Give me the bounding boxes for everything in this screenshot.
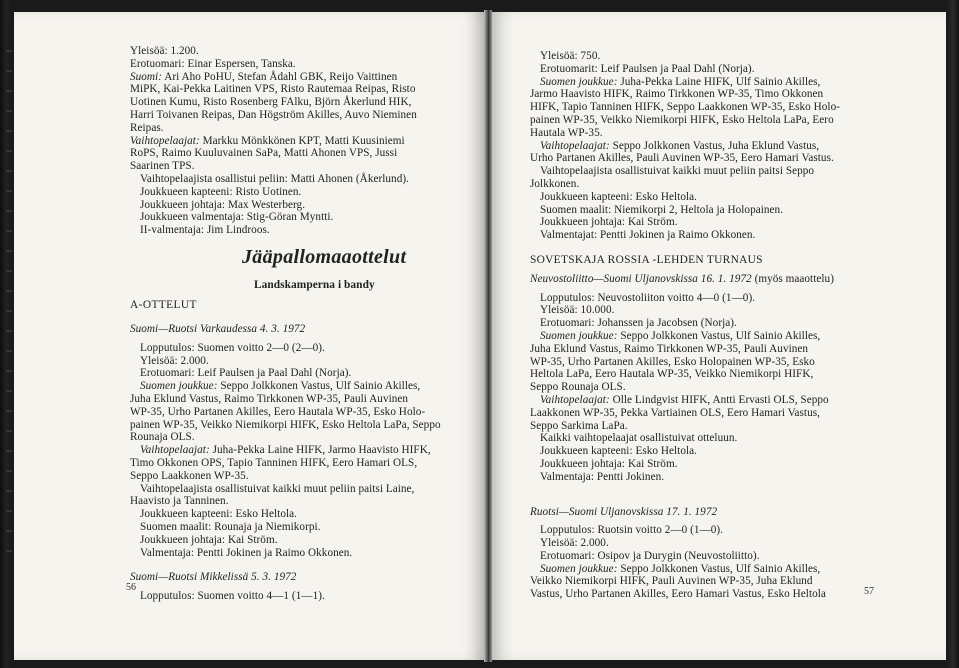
text-line: painen WP-35, Veikko Niemikorpi HIFK, Esko Heltola LaPa, Seppo	[130, 418, 441, 431]
inline-label: Vaihtopelaajat:	[140, 444, 210, 457]
text-line: Lopputulos: Ruotsin voitto 2—0 (1—0).	[540, 524, 724, 537]
text-line: Jolkkonen.	[530, 177, 580, 190]
text-line: Yleisöä: 2.000.	[540, 537, 609, 550]
inline-label: Vaihtopelaajat:	[540, 393, 610, 406]
text-line: Lopputulos: Suomen voitto 2—0 (2—0).	[140, 341, 325, 354]
inline-label: Vaihtopelaajat:	[130, 134, 200, 147]
text-line: Laakkonen WP-35, Pekka Vartiainen OLS, Eero Hamari Vastus,	[530, 406, 820, 419]
book-gutter	[484, 10, 492, 662]
spacer	[130, 559, 462, 571]
text-line	[530, 76, 874, 89]
text-line: Vaihtopelaajista osallistui peliin: Matti Ahonen (Åkerlund).	[140, 172, 409, 185]
text-line: II-valmentaja: Jim Lindroos.	[140, 224, 270, 237]
spacer	[530, 484, 874, 506]
match-heading: Suomi—Ruotsi Mikkelissä 5. 3. 1972	[130, 571, 297, 584]
text-line: Vaihtopelaajista osallistuivat kaikki muut peliin paitsi Seppo	[540, 165, 815, 178]
section-heading: SOVETSKAJA ROSSIA -LEHDEN TURNAUS	[530, 253, 763, 266]
text-line: Harri Toivanen Reipas, Dan Högström Akilles, Auvo Nieminen	[130, 108, 417, 121]
inline-text: Seppo Jolkkonen Vastus, Ulf Sainio Akilles,	[620, 329, 821, 342]
text-line: Veikko Niemikorpi HIFK, Pauli Auvinen WP-35, Juha Eklund	[530, 575, 813, 588]
text-line: WP-35, Urho Partanen Akilles, Eero Hautala WP-35, Esko Holo-	[130, 405, 426, 418]
inline-text: Seppo Jolkkonen Vastus, Juha Eklund Vastus,	[612, 139, 820, 152]
spacer	[130, 311, 462, 323]
inline-text: Ari Aho PoHU, Stefan Ådahl GBK, Reijo Vaittinen	[164, 70, 398, 83]
text-line	[130, 135, 462, 148]
text-line: Hautala WP-35.	[530, 126, 603, 139]
text-line: Erotuomari: Einar Espersen, Tanska.	[130, 57, 296, 70]
inline-label: Suomen joukkue:	[540, 329, 618, 342]
text-line: Yleisöä: 750.	[540, 50, 601, 62]
page-edge-marks	[6, 50, 12, 570]
match-heading: Ruotsi—Suomi Uljanovskissa 17. 1. 1972	[530, 505, 718, 518]
text-line: Joukkueen kapteeni: Esko Heltola.	[540, 445, 697, 458]
text-line: Jarmo Haavisto HIFK, Raimo Tirkkonen WP-35, Timo Okkonen	[530, 88, 824, 101]
text-line	[530, 563, 874, 576]
text-line: Vaihtopelaajista osallistuivat kaikki muut peliin paitsi Laine,	[140, 482, 415, 495]
page-number: 56	[126, 582, 136, 593]
text-line	[530, 394, 874, 407]
text-line: Erotuomari: Johanssen ja Jacobsen (Norja).	[540, 317, 737, 330]
text-line: Suomen maalit: Niemikorpi 2, Heltola ja Holopainen.	[540, 203, 784, 216]
text-line	[530, 330, 874, 343]
text-line: Vastus, Urho Partanen Akilles, Eero Hamari Vastus, Esko Heltola	[530, 588, 826, 601]
inline-text: Juha-Pekka Laine HIFK, Ulf Sainio Akilles,	[620, 75, 821, 88]
text-line: Joukkueen valmentaja: Stig-Göran Myntti.	[140, 211, 334, 224]
text-line: MiPK, Kai-Pekka Laitinen VPS, Risto Rautemaa Reipas, Risto	[130, 83, 416, 96]
inline-label: Suomen joukkue:	[140, 380, 218, 393]
match-heading-line	[530, 273, 874, 286]
inline-label: Vaihtopelaajat:	[540, 139, 610, 152]
text-line: Seppo Laakkonen WP-35.	[130, 469, 249, 482]
text-line: Joukkueen kapteeni: Risto Uotinen.	[140, 185, 302, 198]
text-line: Lopputulos: Suomen voitto 4—1 (1—1).	[140, 590, 325, 603]
text-line	[530, 140, 874, 153]
text-line: Yleisöä: 2.000.	[140, 354, 209, 367]
text-line: Timo Okkonen OPS, Tapio Tanninen HIFK, Eero Hamari OLS,	[130, 456, 418, 469]
text-line	[130, 444, 462, 457]
text-line: HIFK, Tapio Tanninen HIFK, Seppo Laakkonen WP-35, Esko Holo-	[530, 101, 840, 114]
text-line: Seppo Sarkima LaPa.	[530, 419, 628, 432]
text-line: Erotuomari: Osipov ja Durygin (Neuvostoliitto).	[540, 549, 760, 562]
text-line: Joukkueen kapteeni: Esko Heltola.	[140, 508, 297, 521]
right-page	[492, 12, 946, 660]
text-line: Joukkueen johtaja: Kai Ström.	[140, 533, 278, 546]
inline-text: Juha-Pekka Laine HIFK, Jarmo Haavisto HIFK,	[212, 444, 431, 457]
text-line: Yleisöä: 10.000.	[540, 304, 615, 317]
text-line: Valmentaja: Pentti Jokinen ja Raimo Okkonen.	[140, 546, 353, 559]
inline-label: Suomen joukkue:	[540, 562, 618, 575]
text-line: Heltola LaPa, Eero Hautala WP-35, Veikko Niemikorpi HIFK,	[530, 368, 814, 381]
feature-title: Jääpallomaaottelut	[242, 245, 407, 268]
inline-text: Seppo Jolkkonen Vastus, Ulf Sainio Akilles,	[620, 562, 821, 575]
text-line: Urho Partanen Akilles, Pauli Auvinen WP-35, Eero Hamari Vastus.	[530, 152, 834, 165]
text-line: Uotinen Kumu, Risto Rosenberg FAlku, Björn Åkerlund HIK,	[130, 96, 412, 109]
text-line: Joukkueen johtaja: Kai Ström.	[540, 457, 678, 470]
text-line: Erotuomari: Leif Paulsen ja Paal Dahl (Norja).	[140, 367, 352, 380]
text-line	[130, 380, 462, 393]
left-text-column	[130, 45, 462, 603]
text-line: Saarinen TPS.	[130, 160, 195, 173]
inline-label: Suomi:	[130, 70, 162, 83]
text-line: Haavisto ja Tanninen.	[130, 495, 229, 508]
match-heading: Suomi—Ruotsi Varkaudessa 4. 3. 1972	[130, 322, 306, 335]
match-heading: Neuvostoliitto—Suomi Uljanovskissa 16. 1. 1972	[530, 272, 752, 285]
inline-label: Suomen joukkue:	[540, 75, 618, 88]
inline-text: Olle Lindgvist HIFK, Antti Ervasti OLS, Seppo	[612, 393, 829, 406]
text-line: Valmentajat: Pentti Jokinen ja Raimo Okkonen.	[540, 229, 756, 242]
right-text-column	[530, 50, 874, 601]
page-number: 57	[864, 586, 874, 597]
text-line: Yleisöä: 1.200.	[130, 45, 199, 57]
text-line: Juha Eklund Vastus, Raimo Tirkkonen WP-35, Pauli Auvinen	[530, 342, 809, 355]
text-line: Joukkueen johtaja: Kai Ström.	[540, 216, 678, 229]
text-line: Joukkueen johtaja: Max Westerberg.	[140, 198, 306, 211]
text-line: painen WP-35, Veikko Niemikorpi HIFK, Esko Heltola LaPa, Eero	[530, 113, 834, 126]
text-line: Valmentaja: Pentti Jokinen.	[540, 470, 665, 483]
text-line: RoPS, Raimo Kuuluvainen SaPa, Matti Ahonen VPS, Jussi	[130, 147, 398, 160]
text-line: Juha Eklund Vastus, Raimo Tirkkonen WP-35, Pauli Auvinen	[130, 392, 409, 405]
text-line: Seppo Rounaja OLS.	[530, 381, 626, 394]
spacer	[530, 242, 874, 254]
section-label: A-OTTELUT	[130, 298, 197, 311]
text-line: Lopputulos: Neuvostoliiton voitto 4—0 (1—0).	[540, 291, 756, 304]
inline-text: Seppo Jolkkonen Vastus, Ulf Sainio Akilles,	[220, 380, 421, 393]
text-line: Suomen maalit: Rounaja ja Niemikorpi.	[140, 520, 321, 533]
text-line: Reipas.	[130, 121, 164, 134]
text-line: Rounaja OLS.	[130, 431, 195, 444]
inline-text: Markku Mönkkönen KPT, Matti Kuusiniemi	[202, 134, 405, 147]
text-line: WP-35, Urho Partanen Akilles, Esko Holopainen WP-35, Esko	[530, 355, 815, 368]
text-line: Kaikki vaihtopelaajat osallistuivat otteluun.	[540, 432, 738, 445]
feature-subtitle: Landskamperna i bandy	[254, 278, 375, 291]
text-line: Erotuomarit: Leif Paulsen ja Paal Dahl (Norja).	[540, 62, 755, 75]
text-line: Joukkueen kapteeni: Esko Heltola.	[540, 190, 697, 203]
left-page	[14, 12, 484, 660]
text-line	[130, 71, 462, 84]
match-note: (myös maaottelu)	[754, 272, 834, 285]
feature-heading-block	[130, 245, 462, 311]
